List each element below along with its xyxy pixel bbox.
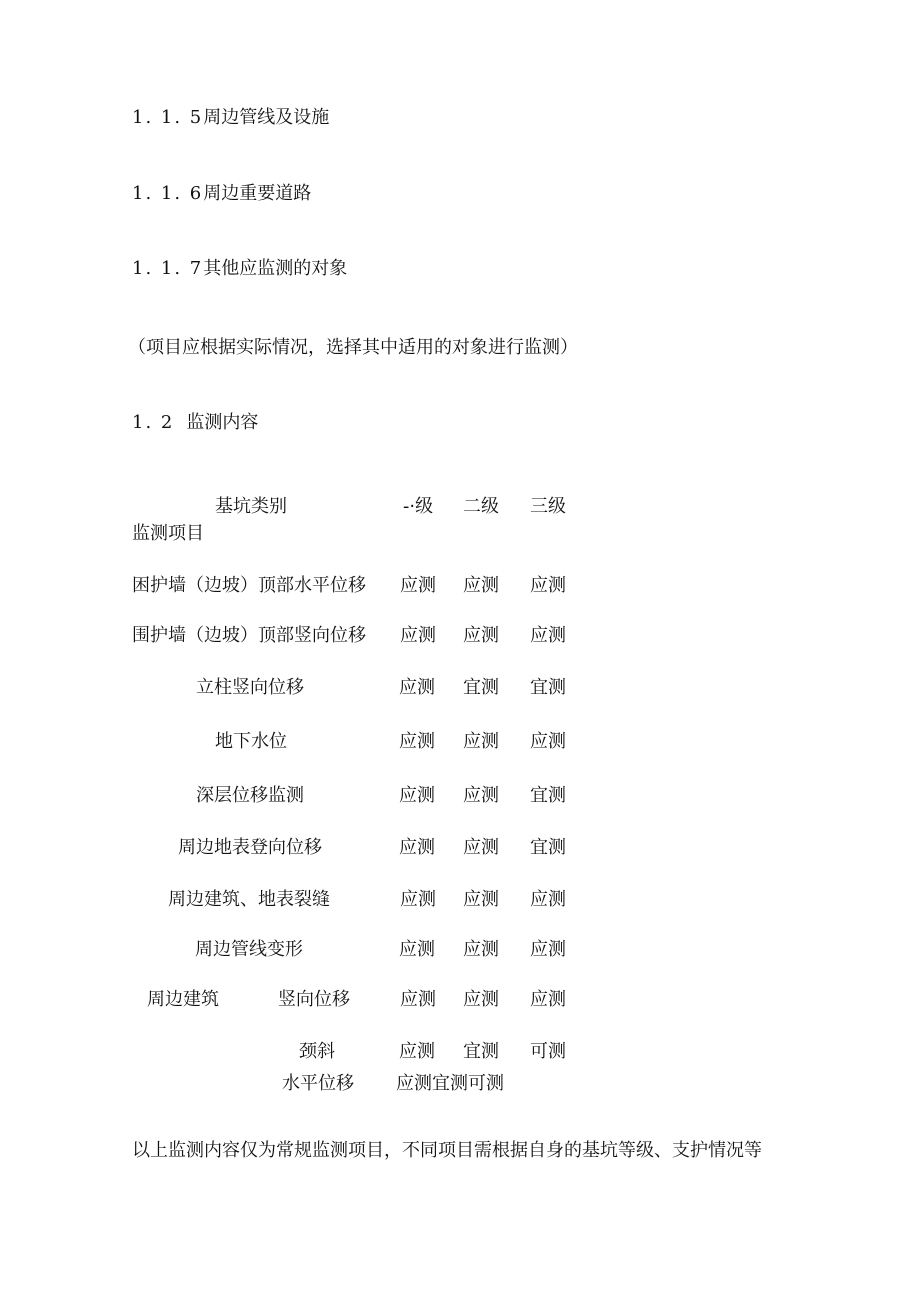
table-cell: 应测 [399,785,435,806]
table-cell: 应测 [463,939,499,960]
table-row-item: 水平位移 [282,1073,354,1094]
table-cell: 应测 [400,989,436,1010]
table-cell: 应测 [463,625,499,646]
heading-1-1-7: 1. 1. 7其他应监测的对象 [132,258,348,279]
heading-1-1-6: 1. 1. 6周边重要道路 [132,183,312,204]
table-row-item: 周边地表登向位移 [178,837,322,858]
table-row-item: 困护墙（边坡）顶部水平位移 [132,575,366,596]
table-row-group-label: 周边建筑 [147,989,219,1010]
table-cell: 应测 [399,1041,435,1062]
table-cell: 应测 [399,939,435,960]
table-cell: 宜测 [530,785,566,806]
table-header-level-1: -·级 [402,496,434,517]
table-cell: 宜测 [463,677,499,698]
table-row-item: 地下水位 [215,731,287,752]
table-header-category: 基坑类别 [215,496,287,517]
table-cell: 应测 [463,575,499,596]
table-row-item: 周边管线变形 [195,939,303,960]
table-cell: 宜测 [463,1041,499,1062]
table-header-level-3: 三级 [530,496,566,517]
table-row-item: 颈斜 [299,1041,335,1062]
table-cell: 应测 [530,889,566,910]
table-cell-joined: 应测宜测可测 [396,1073,504,1094]
table-cell: 应测 [400,575,436,596]
heading-1-1-5: 1. 1. 5周边管线及设施 [132,107,330,128]
table-cell: 应测 [399,837,435,858]
table-cell: 宜测 [530,677,566,698]
table-cell: 应测 [400,625,436,646]
table-cell: 应测 [530,625,566,646]
table-cell: 应测 [399,731,435,752]
table-header-level-2: 二级 [463,496,499,517]
note-text: （项目应根据实际情况，选择其中适用的对象进行监测） [128,337,578,358]
table-cell: 应测 [463,785,499,806]
table-cell: 应测 [399,677,435,698]
table-cell: 应测 [463,837,499,858]
table-cell: 应测 [463,989,499,1010]
table-cell: 应测 [400,889,436,910]
table-cell: 可测 [530,1041,566,1062]
table-cell: 应测 [530,575,566,596]
table-row-item: 深层位移监测 [196,785,304,806]
table-cell: 应测 [463,731,499,752]
table-cell: 应测 [530,939,566,960]
table-row-item: 周边建筑、地表裂缝 [168,889,330,910]
table-cell: 应测 [530,731,566,752]
table-cell: 宜测 [530,837,566,858]
table-cell: 应测 [463,889,499,910]
table-row-item: 立柱竖向位移 [196,677,304,698]
table-row-item: 竖向位移 [278,989,350,1010]
section-heading-1-2: 1. 2 监测内容 [132,412,259,433]
footer-paragraph: 以上监测内容仅为常规监测项目，不同项目需根据自身的基坑等级、支护情况等 [132,1140,762,1161]
table-cell: 应测 [530,989,566,1010]
table-row-item: 围护墙（边坡）顶部竖向位移 [132,625,366,646]
table-header-item: 监测项目 [132,523,204,544]
